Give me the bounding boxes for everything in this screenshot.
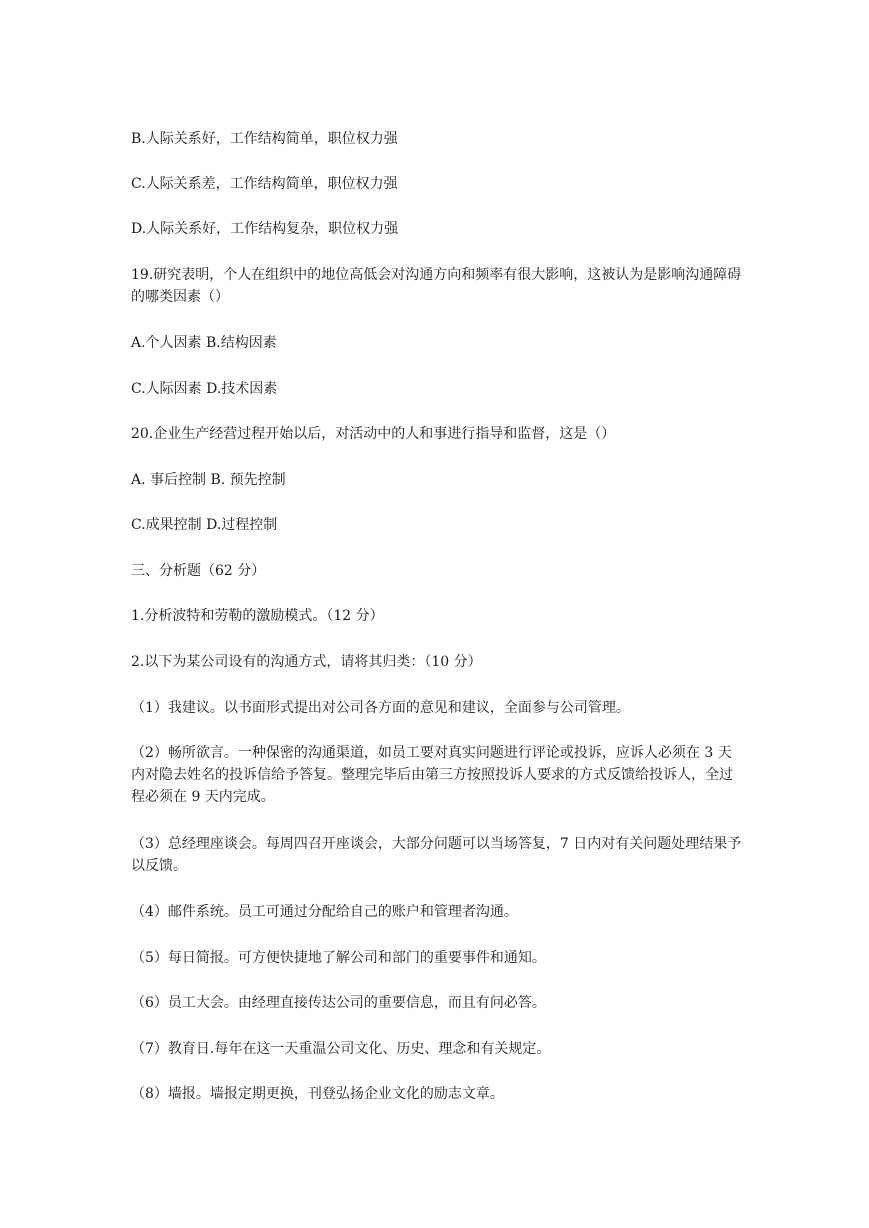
- option-c-q18: C.人际关系差，工作结构简单，职位权力强: [131, 176, 398, 192]
- options-cd-q19: C.人际因素 D.技术因素: [131, 381, 278, 397]
- item-3: （3）总经理座谈会。每周四召开座谈会，大部分问题可以当场答复，7 日内对有关问题处理结果予以反馈。: [131, 836, 742, 874]
- option-d-q18: D.人际关系好，工作结构复杂，职位权力强: [131, 221, 399, 237]
- item-5: （5）每日简报。可方便快捷地了解公司和部门的重要事件和通知。: [131, 950, 546, 966]
- options-cd-q20: C.成果控制 D.过程控制: [131, 517, 278, 533]
- question-19: 19.研究表明，个人在组织中的地位高低会对沟通方向和频率有很大影响，这被认为是影响沟通障碍的哪类因素（）: [131, 267, 742, 305]
- analysis-question-1: 1.分析波特和劳勒的激励模式。（12 分）: [131, 608, 384, 624]
- item-7: （7）教育日.每年在这一天重温公司文化、历史、理念和有关规定。: [131, 1041, 551, 1057]
- item-8: （8）墙报。墙报定期更换，刊登弘扬企业文化的励志文章。: [131, 1086, 504, 1102]
- item-4: （4）邮件系统。员工可通过分配给自己的账户和管理者沟通。: [131, 904, 518, 920]
- item-1: （1）我建议。以书面形式提出对公司各方面的意见和建议，全面参与公司管理。: [131, 700, 630, 716]
- option-b-q18: B.人际关系好，工作结构简单，职位权力强: [131, 131, 398, 147]
- item-2: （2）畅所欲言。一种保密的沟通渠道，如员工要对真实问题进行评论或投诉，应诉人必须在 3 天内对隐去姓名的投诉信给予答复。整理完毕后由第三方按照投诉人要求的方式反馈给投诉人，全过程必须在 9 天内完成。: [131, 745, 733, 805]
- analysis-question-2: 2.以下为某公司设有的沟通方式，请将其归类：（10 分）: [131, 654, 482, 670]
- options-ab-q19: A.个人因素 B.结构因素: [131, 335, 277, 351]
- options-ab-q20: A. 事后控制 B. 预先控制: [131, 472, 286, 488]
- item-6: （6）员工大会。由经理直接传达公司的重要信息，而且有问必答。: [131, 995, 546, 1011]
- section-heading-analysis: 三、分析题（62 分）: [131, 563, 266, 579]
- question-20: 20.企业生产经营过程开始以后，对活动中的人和事进行指导和监督，这是（）: [131, 426, 616, 442]
